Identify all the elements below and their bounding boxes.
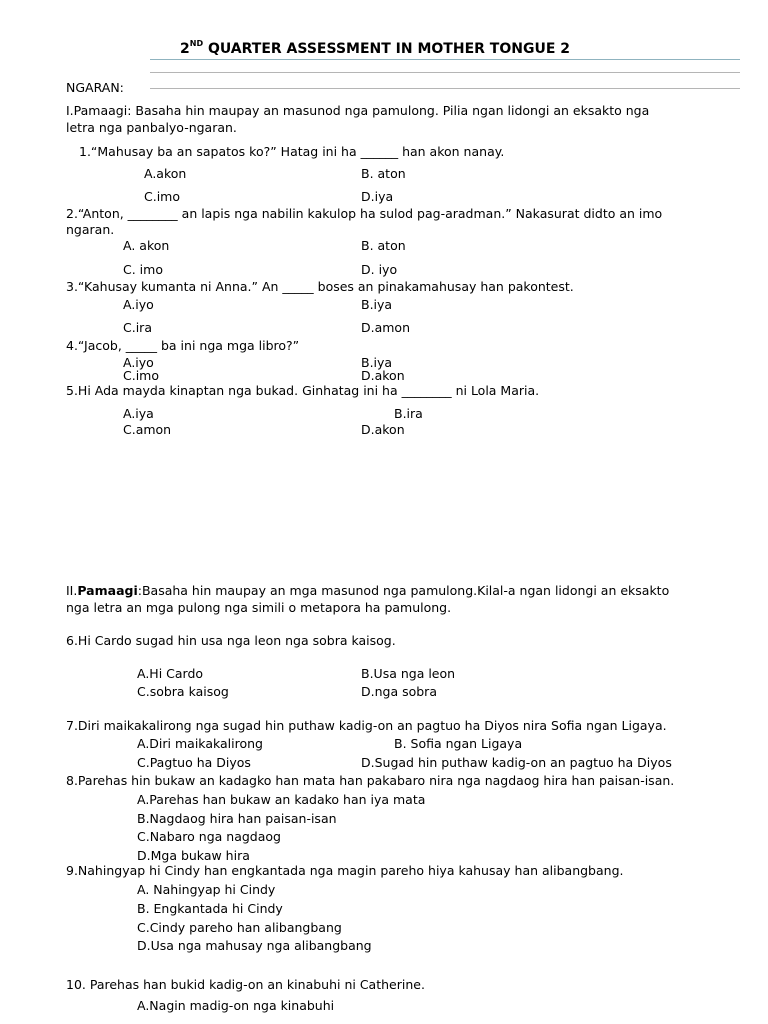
question-8: 8.Parehas hin bukaw an kadagko han mata han pakabaro nira nga nagdaog hira han paisan-isan. <box>66 773 675 788</box>
question-2: 2.“Anton, ________ an lapis nga nabilin kakulop ha sulod pag-aradman.” Nakasurat didto an imo <box>66 206 663 221</box>
q7-choice-a: A.Diri maikakalirong <box>137 736 263 751</box>
part1-instruction: I.Pamaagi: Basaha hin maupay an masunod nga pamulong. Pilia ngan lidongi an eksakto nga <box>66 103 650 118</box>
question-3: 3.“Kahusay kumanta ni Anna.” An _____ boses an pinakamahusay han pakontest. <box>66 279 574 294</box>
q4-choice-d: D.akon <box>361 368 405 383</box>
question-9: 9.Nahingyap hi Cindy han engkantada nga magin pareho hiya kahusay han alibangbang. <box>66 863 624 878</box>
question-1: 1.“Mahusay ba an sapatos ko?” Hatag ini ha ______ han akon nanay. <box>79 144 505 159</box>
q8-choice-a: A.Parehas han bukaw an kadako han iya mata <box>137 792 426 807</box>
q1-choice-c: C.imo <box>144 189 180 204</box>
q9-choice-a: A. Nahingyap hi Cindy <box>137 882 276 897</box>
name-label: NGARAN: <box>66 80 124 95</box>
page-title: 2ND QUARTER ASSESSMENT IN MOTHER TONGUE 2 <box>180 39 570 57</box>
q2-choice-c: C. imo <box>123 262 163 277</box>
q2-choice-b: B. aton <box>361 238 406 253</box>
q1-choice-a: A.akon <box>144 166 187 181</box>
q7-choice-d: D.Sugad hin puthaw kadig-on an pagtuo ha Diyos <box>361 755 672 770</box>
q1-choice-b: B. aton <box>361 166 406 181</box>
q9-choice-d: D.Usa nga mahusay nga alibangbang <box>137 938 372 953</box>
question-4: 4.“Jacob, _____ ba ini nga mga libro?” <box>66 338 300 353</box>
q6-choice-c: C.sobra kaisog <box>137 684 229 699</box>
question-2-cont: ngaran. <box>66 222 115 237</box>
q4-choice-c: C.imo <box>123 368 159 383</box>
q8-choice-c: C.Nabaro nga nagdaog <box>137 829 281 844</box>
q6-choice-b: B.Usa nga leon <box>361 666 456 681</box>
question-10: 10. Parehas han bukid kadig-on an kinabuhi ni Catherine. <box>66 977 425 992</box>
divider-line <box>150 72 740 73</box>
q1-choice-d: D.iya <box>361 189 394 204</box>
q9-choice-b: B. Engkantada hi Cindy <box>137 901 283 916</box>
q5-choice-b: B.ira <box>394 406 423 421</box>
q5-choice-a: A.iya <box>123 406 154 421</box>
question-5: 5.Hi Ada mayda kinaptan nga bukad. Ginhatag ini ha ________ ni Lola Maria. <box>66 383 540 398</box>
part2-instruction-cont: nga letra an mga pulong nga simili o metapora ha pamulong. <box>66 600 452 615</box>
q3-choice-c: C.ira <box>123 320 152 335</box>
part2-instruction: II.Pamaagi:Basaha hin maupay an mga masunod nga pamulong.Kilal-a ngan lidongi an eksakto <box>66 583 670 598</box>
q7-choice-b: B. Sofia ngan Ligaya <box>394 736 523 751</box>
q5-choice-c: C.amon <box>123 422 172 437</box>
title-underline <box>150 59 740 60</box>
part1-instruction-cont: letra nga panbalyo-ngaran. <box>66 120 237 135</box>
q4-choice-a: A.iyo <box>123 355 154 370</box>
q6-choice-d: D.nga sobra <box>361 684 437 699</box>
name-line <box>150 88 740 89</box>
q8-choice-d: D.Mga bukaw hira <box>137 848 250 863</box>
q2-choice-d: D. iyo <box>361 262 398 277</box>
q2-choice-a: A. akon <box>123 238 170 253</box>
q9-choice-c: C.Cindy pareho han alibangbang <box>137 920 342 935</box>
q6-choice-a: A.Hi Cardo <box>137 666 204 681</box>
q8-choice-b: B.Nagdaog hira han paisan-isan <box>137 811 337 826</box>
question-7: 7.Diri maikakalirong nga sugad hin puthaw kadig-on an pagtuo ha Diyos nira Sofia ngan Ligaya. <box>66 718 667 733</box>
q3-choice-a: A.iyo <box>123 297 154 312</box>
q5-choice-d: D.akon <box>361 422 405 437</box>
q4-choice-b: B.iya <box>361 355 393 370</box>
q10-choice-a: A.Nagin madig-on nga kinabuhi <box>137 998 335 1013</box>
q3-choice-b: B.iya <box>361 297 393 312</box>
q7-choice-c: C.Pagtuo ha Diyos <box>137 755 251 770</box>
question-6: 6.Hi Cardo sugad hin usa nga leon nga sobra kaisog. <box>66 633 396 648</box>
q3-choice-d: D.amon <box>361 320 411 335</box>
